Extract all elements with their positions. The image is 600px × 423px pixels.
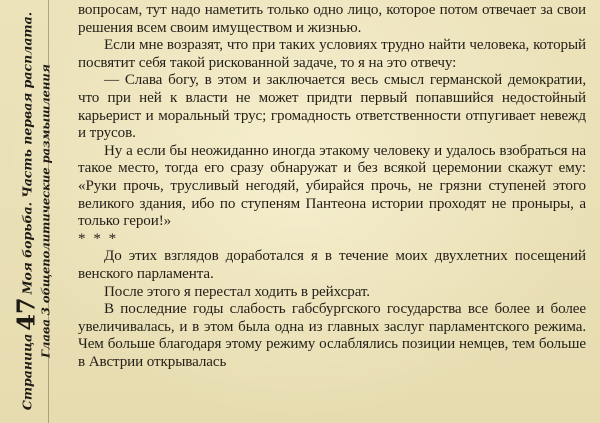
paragraph: До этих взглядов доработался я в течение моих двухлетних посещений венского парламента.: [78, 248, 586, 282]
running-header: [11, 6, 54, 416]
paragraph: Если мне возразят, что при таких условиях трудно найти человека, который посвятит себя такой рискованной задаче, то я на это отвечу:: [78, 37, 586, 71]
paragraph: вопросам, тут надо наметить только одно лицо, которое потом отвечает за свои решения всем своим имуществом и жизнью.: [78, 2, 586, 36]
chapter-title: Глава 3 общеполитические размышления: [38, 64, 53, 358]
page-margin-header: [0, 0, 72, 423]
page-label: Страница: [19, 333, 35, 411]
paragraph: — Слава богу, в этом и заключается весь смысл германской демократии, что при ней к власти не может придти первый попавшийся недостойный карьерист и моральный трус; громадность ответственности отпугивает невежд и трусов.: [78, 72, 586, 142]
paragraph: После этого я перестал ходить в рейхсрат.: [104, 283, 370, 300]
page-number: 47: [11, 297, 41, 331]
body-text: [78, 2, 586, 371]
paragraph: В последние годы слабость габсбургского государства все более и более увеличивалась, и в этом была одна из главных заслуг парламентского режима. Чем больше благодаря этому режиму ослаблялись позиции немцев, тем больше в Австрии открывалась: [78, 301, 586, 370]
section-separator: * * *: [78, 230, 119, 247]
header-line-title: [11, 6, 41, 416]
book-title: Моя борьба. Часть первая расплата.: [19, 11, 35, 295]
paragraph: Ну а если бы неожиданно иногда этакому человеку и удалось взобраться на такое место, тогда его сразу обнаружат и без всякой церемонии скажут ему: «Руки прочь, трусливый негодяй, убирайся прочь, не грязни ступеней этого великого здания, ибо по ступеням Пантеона истории проходят не проныры, а только герои!»: [78, 142, 586, 230]
